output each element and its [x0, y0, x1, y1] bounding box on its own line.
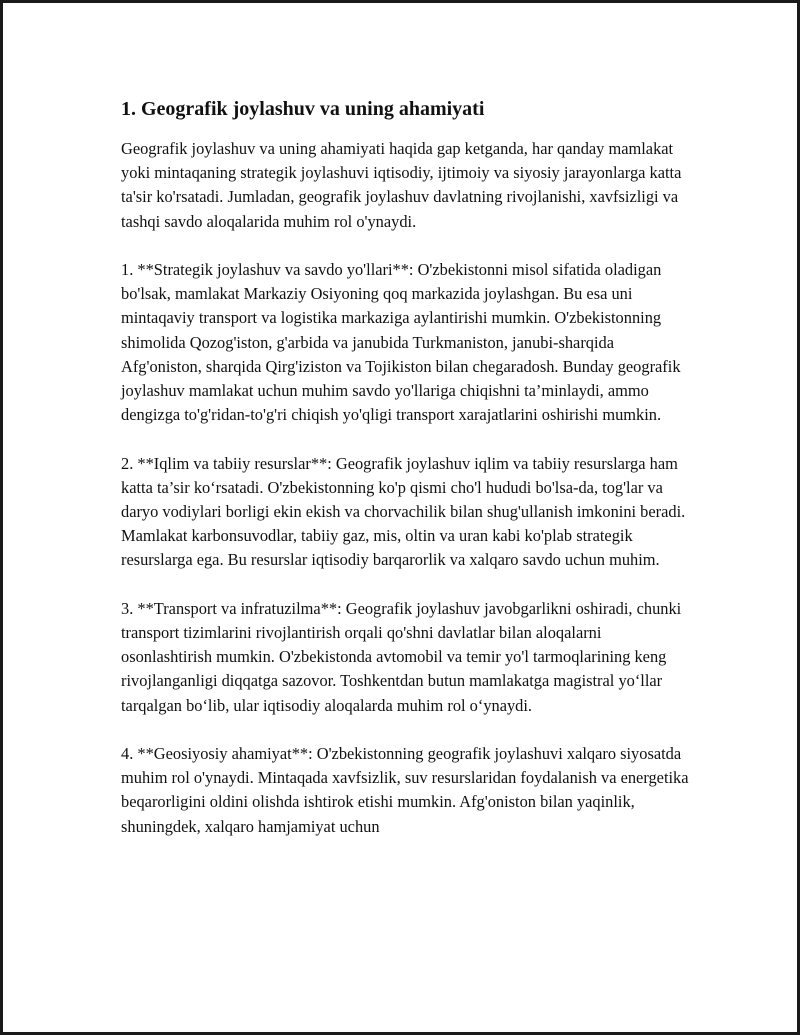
document-body: [121, 95, 696, 839]
paragraph-geopolitical: 4. **Geosiyosiy ahamiyat**: O'zbekistonning geografik joylashuvi xalqaro siyosatda muhim rol o'ynaydi. Mintaqada xavfsizlik, suv resurslaridan foydalanish va energetika beqarorligini oldini olishda ishtirok etishi mumkin. Afg'oniston bilan yaqinlik, shuningdek, xalqaro hamjamiyat uchun: [121, 744, 689, 836]
paragraph-climate-resources: 2. **Iqlim va tabiiy resurslar**: Geografik joylashuv iqlim va tabiiy resurslarga ham katta ta’sir ko‘rsatadi. O'zbekistonning ko'p qismi cho'l hududi bo'lsa-da, tog'lar va daryo vodiylari borligi ekin ekish va chorvachilik bilan shug'ullanish imkonini beradi. Mamlakat karbonsuvodlar, tabiiy gaz, mis, oltin va uran kabi ko'plab strategik resurslarga ega. Bu resurslar iqtisodiy barqarorlik va xalqaro savdo uchun muhim.: [121, 453, 686, 570]
paragraph-strategic-location: 1. **Strategik joylashuv va savdo yo'llari**: O'zbekistonni misol sifatida oladigan bo'lsak, mamlakat Markaziy Osiyoning qoq markazida joylashgan. Bu esa uni mintaqaviy transport va logistika markaziga aylantirishi mumkin. O'zbekistonning shimolida Qozog'iston, g'arbida va janubida Turkmaniston, janubi-sharqida Afg'oniston, sharqida Qirg'iziston va Tojikiston bilan chegaradosh. Bunday geografik joylashuv mamlakat uchun muhim savdo yo'llariga chiqishni ta’minlaydi, ammo dengizga to'g'ridan-to'g'ri chiqish yo'qligi transport xarajatlarini oshirishi mumkin.: [121, 260, 681, 425]
document-heading: 1. Geografik joylashuv va uning ahamiyati: [121, 98, 485, 120]
paragraph-transport-infrastructure: 3. **Transport va infratuzilma**: Geografik joylashuv javobgarlikni oshiradi, chunki transport tizimlarini rivojlantirish orqali qo'shni davlatlar bilan aloqalarni osonlashtirish mumkin. O'zbekistonda avtomobil va temir yo'l tarmoqlarining keng rivojlanganligi diqqatga sazovor. Toshkentdan butun mamlakatga magistral yo‘llar tarqalgan bo‘lib, ular iqtisodiy aloqalarda muhim rol o‘ynaydi.: [121, 598, 682, 715]
intro-paragraph: Geografik joylashuv va uning ahamiyati haqida gap ketganda, har qanday mamlakat yoki mintaqaning strategik joylashuvi iqtisodiy, ijtimoiy va siyosiy jarayonlarga katta ta'sir ko'rsatadi. Jumladan, geografik joylashuv davlatning rivojlanishi, xavfsizligi va tashqi savdo aloqalarida muhim rol o'ynaydi.: [121, 139, 682, 231]
